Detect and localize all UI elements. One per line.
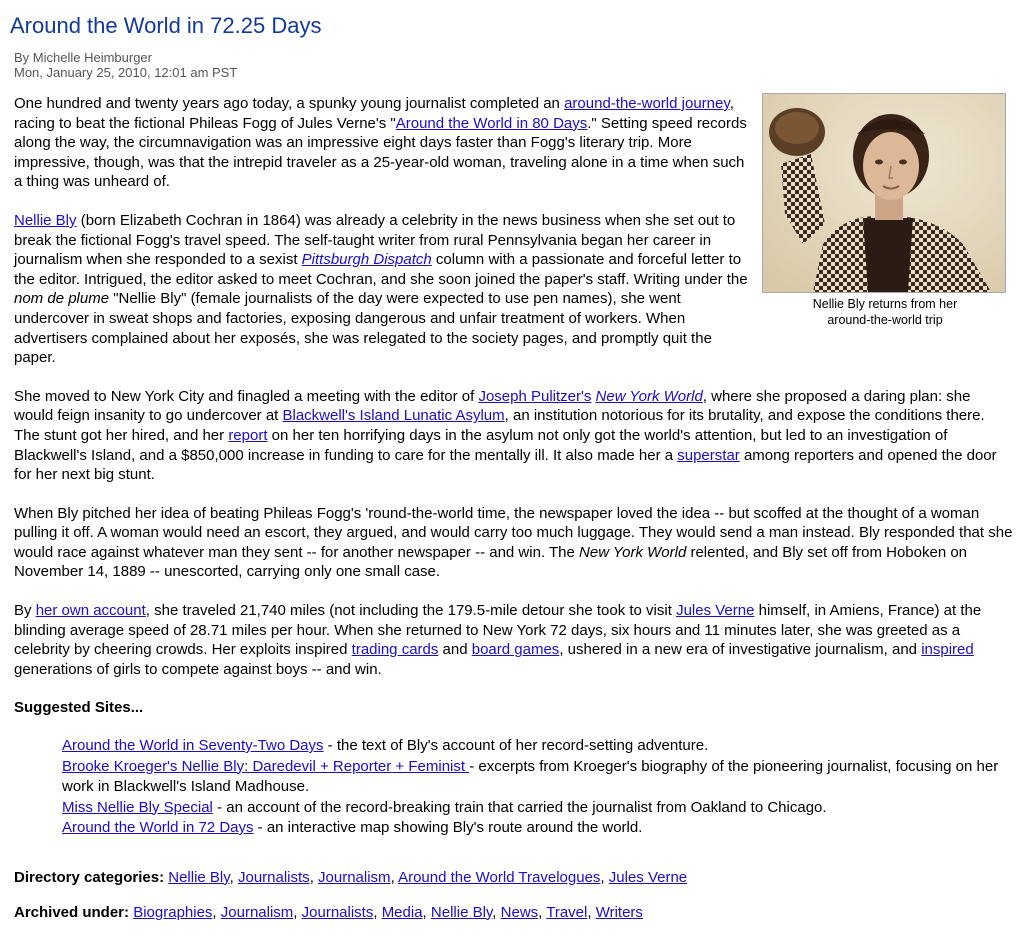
link-report[interactable]: report [228,426,268,444]
link-joseph-pulitzer[interactable]: Joseph Pulitzer's [478,387,592,405]
suggested-sites-heading: Suggested Sites... [14,699,144,717]
paragraph-5: By her own account, she traveled 21,740 miles (not including the 179.5-mile detour she took to visit Jules Verne himself, in Amiens, France) at the blinding average speed of 28.71 miles per hour. When she returned to New York 72 days, six hours and 11 minutes later, she was greeted as a celebrity by cheering crowds. Her exploits inspired trading cards and board games, ushered in a new era of investigative journalism, and inspired generations of girls to compete against boys -- and win. [14,602,982,678]
paragraph-1: One hundred and twenty years ago today, a spunky young journalist completed an around-the-world journey, racing to beat the fictional Phileas Fogg of Jules Verne's "Around the World in 80 Days." Setting speed records along the way, the circumnavigation was an impressive eight days faster than Fogg's literary trip. More impressive, though, was that the intrepid traveler as a 25-year-old woman, traveling alone in a time when such a thing was unheard of. [14,95,747,191]
category-link[interactable]: Around the World Travelogues [398,868,601,886]
archive-link[interactable]: Writers [595,903,643,921]
link-inspired[interactable]: inspired [921,641,974,659]
link-trading-cards[interactable]: trading cards [351,641,439,659]
category-link[interactable]: Journalism [318,868,391,886]
link-around-the-world-journey[interactable]: around-the-world journey [564,95,730,112]
category-link[interactable]: Journalists [237,868,310,886]
archive-link[interactable]: Media [381,903,423,921]
publish-date: Mon, January 25, 2010, 12:01 am PST [14,65,238,80]
photo-box [762,93,1008,328]
directory-categories: Directory categories: Nellie Bly, Journalists, Journalism, Around the World Travelogues, Jules Verne [14,868,688,886]
suggested-link[interactable]: Brooke Kroeger's Nellie Bly: Daredevil + Reporter + Feminist [62,757,470,775]
archive-link[interactable]: Journalists [301,903,374,921]
nellie-bly-photo [762,93,1006,293]
suggested-sites-list [62,736,1013,839]
link-around-the-world-80-days[interactable]: Around the World in 80 Days [395,114,588,132]
link-her-own-account[interactable]: her own account [35,602,146,620]
byline [14,50,1013,80]
suggested-link[interactable]: Around the World in Seventy-Two Days [62,737,324,755]
list-item: Brooke Kroeger's Nellie Bly: Daredevil + Reporter + Feminist - excerpts from Kroeger's biography of the pioneering journalist, focusing on her work in Blackwell's Island Madhouse. [62,757,999,796]
paragraph-3: She moved to New York City and finagled a meeting with the editor of Joseph Pulitzer's New York World, where she proposed a daring plan: she would feign insanity to go undercover at Blackwell's Island Lunatic Asylum, an institution notorious for its brutality, and expose the conditions there. The stunt got her hired, and her report on her ten horrifying days in the asylum not only got the world's attention, but led to an investigation of Blackwell's Island, and a $850,000 increase in funding to care for the mentally ill. It also made her a superstar among reporters and opened the door for her next big stunt. [14,387,997,484]
archived-under: Archived under: Biographies, Journalism, Journalists, Media, Nellie Bly, News, Travel, Writers [14,903,643,921]
page-title: Around the World in 72.25 Days [10,13,322,38]
paragraph-4: When Bly pitched her idea of beating Phileas Fogg's 'round-the-world time, the newspaper loved the idea -- but scoffed at the thought of a woman pulling it off. A woman would need an escort, they argued, and would carry too much luggage. They would send a man instead. Bly responded that she would race against whatever man they sent -- for another newspaper -- and win. The New York World relented, and Bly set off from Hoboken on November 14, 1889 -- unescorted, carrying only one small case. [14,504,1013,581]
archive-link[interactable]: News [500,903,539,921]
list-item: Miss Nellie Bly Special - an account of the record-breaking train that carried the journalist from Oakland to Chicago. [62,798,827,816]
link-nellie-bly[interactable]: Nellie Bly [14,211,77,229]
link-jules-verne[interactable]: Jules Verne [676,602,755,620]
link-pittsburgh-dispatch[interactable]: Pittsburgh Dispatch [301,251,432,269]
list-item: Around the World in Seventy-Two Days - the text of Bly's account of her record-setting adventure. [62,737,709,755]
paragraph-2: Nellie Bly (born Elizabeth Cochran in 1864) was already a celebrity in the news business when she set out to break the fictional Fogg's travel speed. The self-taught writer from rural Pennsylvania began her career in journalism when she responded to a sexist Pittsburgh Dispatch column with a passionate and forceful letter to the editor. Intrigued, the editor asked to meet Cochran, and she soon joined the paper's staff. Writing under the nom de plume "Nellie Bly" (female journalists of the day were expected to use pen names), she went undercover in sweat shops and factories, exposing dangerous and unfair treatment of workers. When advertisers complained about her exposés, she was relegated to the society pages, and promptly quit the paper. [14,211,748,367]
category-link[interactable]: Jules Verne [608,868,688,886]
suggested-link[interactable]: Around the World in 72 Days [62,819,254,837]
suggested-link[interactable]: Miss Nellie Bly Special [62,798,213,816]
archive-link[interactable]: Journalism [220,903,294,921]
author: By Michelle Heimburger [14,50,152,65]
archive-link[interactable]: Biographies [133,903,213,921]
list-item: Around the World in 72 Days - an interactive map showing Bly's route around the world. [62,819,643,837]
link-new-york-world[interactable]: New York World [595,387,703,405]
archive-link[interactable]: Travel [546,903,588,921]
photo-caption: Nellie Bly returns from her around-the-world trip [812,297,958,327]
link-board-games[interactable]: board games [471,641,560,659]
link-blackwells-island-asylum[interactable]: Blackwell's Island Lunatic Asylum [282,407,505,425]
category-link[interactable]: Nellie Bly [168,868,230,886]
archive-link[interactable]: Nellie Bly [430,903,493,921]
link-superstar[interactable]: superstar [677,446,740,464]
